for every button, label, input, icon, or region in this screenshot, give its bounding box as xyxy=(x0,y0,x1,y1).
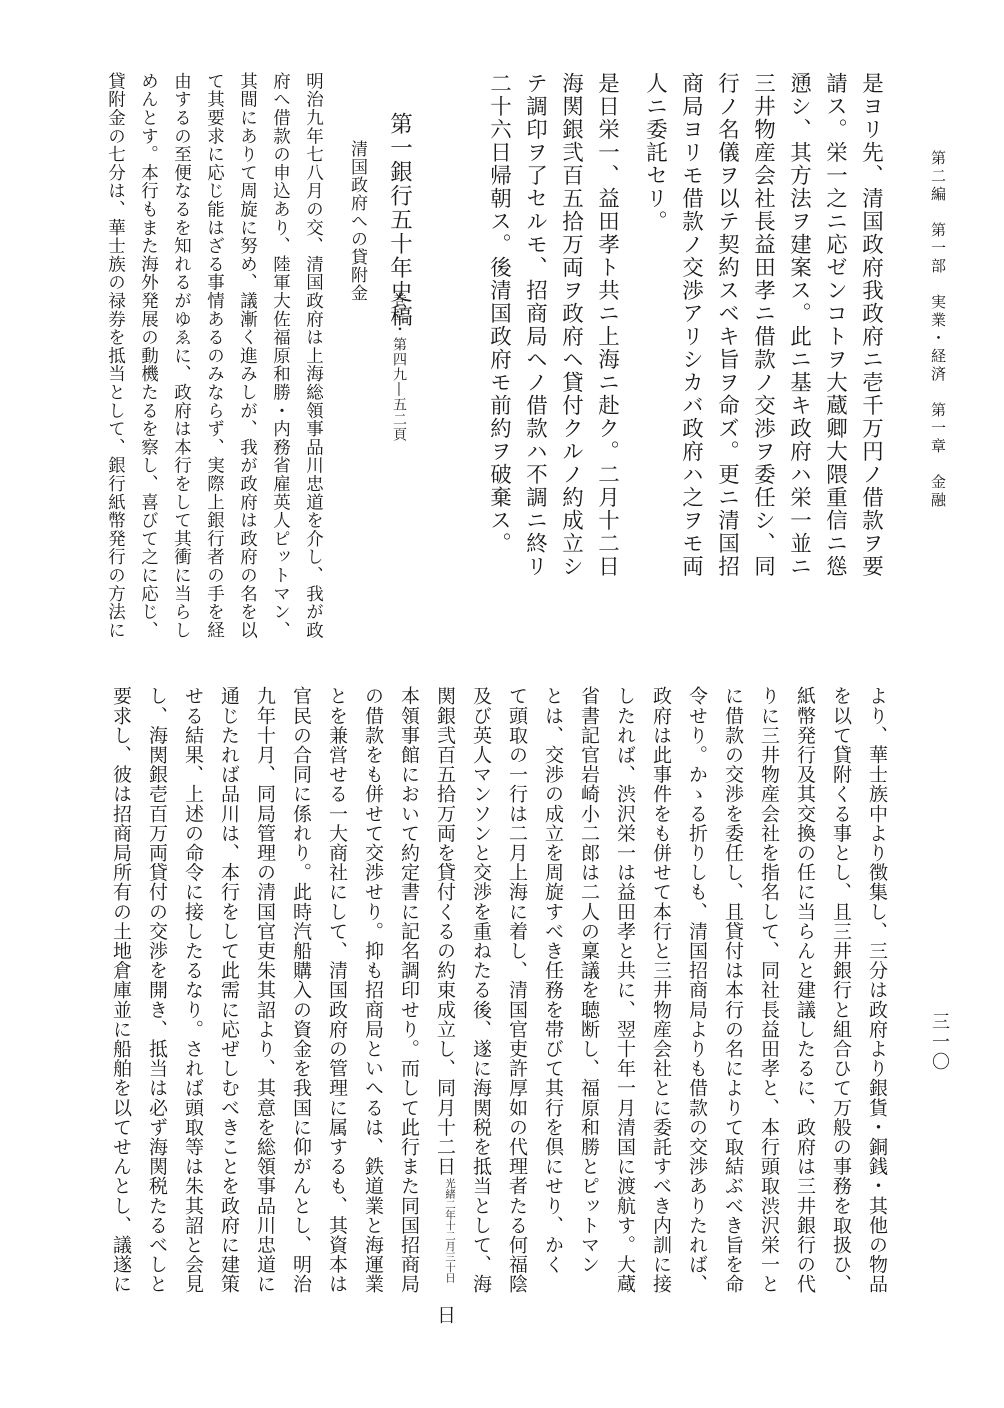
body-line: を以て貸附くる事とし、且三井銀行と組合ひて万般の事務を取扱ひ、 xyxy=(830,686,852,1294)
body-line-text: 関銀弐百五拾万両を貸付くるの約束成立し、同月十二日 xyxy=(434,686,456,1176)
body-line-tail: 日 xyxy=(434,1285,456,1325)
body-line: せる結果、上述の命令に接したるなり。されば頭取等は朱其詔と会見 xyxy=(182,686,204,1294)
section-line: 是日栄一、益田孝ト共ニ上海ニ赴ク。二月十二日 xyxy=(594,72,620,578)
body-line-with-note xyxy=(435,686,456,1324)
body-line: りに三井物産会社を指名して、同社長益田孝と、本行頭取渋沢栄一と xyxy=(758,686,780,1294)
body-line: 省書記官岩崎小二郎は二人の稟議を聴断し、福原和勝とピットマン xyxy=(578,686,600,1274)
body-line: 紙幣発行及其交換の任に当らんと建議したるに、政府は三井銀行の代 xyxy=(794,686,816,1294)
body-line: とを兼営せる一大商社にして、清国政府の管理に属するも、其資本は xyxy=(326,686,348,1294)
section-line: 三井物産会社長益田孝ニ借款ノ交渉ヲ委任シ、同 xyxy=(750,72,776,578)
body-line: 令せり。かゝる折りしも、清国招商局よりも借款の交渉ありたれば、 xyxy=(686,686,708,1294)
source-title: 第一銀行五十年史稿 xyxy=(386,112,413,328)
section-line: 慂シ、其方法ヲ建案ス。此ニ基キ政府ハ栄一並ニ xyxy=(786,72,812,578)
body-line: の借款をも併せて交渉せり。抑も招商局といへるは、鉄道業と海運業 xyxy=(362,686,384,1294)
body-line: 由するの至便なるを知れるがゆゑに、政府は本行をして其衝に当らし xyxy=(171,72,192,640)
section-line: 人ニ委託セリ。 xyxy=(642,72,668,233)
body-line: 要求し、彼は招商局所有の土地倉庫並に船舶を以てせんとし、議遂に xyxy=(110,686,132,1294)
body-line: て頭取の一行は二月上海に着し、清国官吏許厚如の代理者たる何福陰 xyxy=(506,686,528,1294)
body-line: 其間にありて周旋に努め、議漸く進みしが、我が政府は政府の名を以 xyxy=(237,72,258,640)
section-line: 行ノ名儀ヲ以テ契約スベキ旨ヲ命ズ。更ニ清国招 xyxy=(714,72,740,578)
running-header: 第二編 第一部 実業・経済 第一章 金融 xyxy=(929,150,947,510)
body-line: したれば、渋沢栄一は益田孝と共に、翌十年一月清国に渡航す。大蔵 xyxy=(614,686,636,1294)
source-subtitle: 清国政府への貸附金 xyxy=(347,140,367,302)
body-line: て其要求に応じ能はざる事情あるのみならず、実際上銀行者の手を経 xyxy=(204,72,225,640)
body-line: し、海関銀壱百万両貸付の交渉を開き、抵当は必ず海関税たるべしと xyxy=(146,686,168,1294)
section-line: 海関銀弐百五拾万両ヲ政府ヘ貸付クルノ約成立シ xyxy=(558,72,584,578)
source-volume: 巻三・第四九―五二頁 xyxy=(391,292,407,442)
body-line: に借款の交渉を委任し、且貸付は本行の名によりて取結ぶべき旨を命 xyxy=(722,686,744,1294)
body-line: 府へ借款の申込あり、陸軍大佐福原和勝・内務省雇英人ピットマン、 xyxy=(270,72,291,640)
page-number: 三一〇 xyxy=(929,1012,950,1072)
body-line: 本領事館において約定書に記名調印せり。而して此行また同国招商局 xyxy=(398,686,420,1294)
section-line: 二十六日帰朝ス。後清国政府モ前約ヲ破棄ス。 xyxy=(486,72,512,555)
section-line: 是ヨリ先、清国政府我政府ニ壱千万円ノ借款ヲ要 xyxy=(858,72,884,578)
section-line: 商局ヨリモ借款ノ交渉アリシカバ政府ハ之ヲモ両 xyxy=(678,72,704,578)
body-line: 及び英人マンソンと交渉を重ねたる後、遂に海関税を抵当として、海 xyxy=(470,686,492,1294)
section-line: 請ス。栄一之ニ応ゼンコトヲ大蔵卿大隈重信ニ慫 xyxy=(822,72,848,578)
body-line: 九年十月、同局管理の清国官吏朱其詔より、其意を総領事品川忠道に xyxy=(254,686,276,1294)
body-line: 政府は此事件をも併せて本行と三井物産会社とに委託すべき内訓に接 xyxy=(650,686,672,1294)
body-line: めんとす。本行もまた海外発展の動機たるを察し、喜びて之に応じ、 xyxy=(138,72,159,640)
body-line: より、華士族中より徴集し、三分は政府より銀貨・銅銭・其他の物品 xyxy=(866,686,888,1294)
body-line: 通じたれば品川は、本行をして此需に応ぜしむべきことを政府に建策 xyxy=(218,686,240,1294)
body-line: 貸附金の七分は、華士族の禄券を抵当として、銀行紙幣発行の方法に xyxy=(105,72,126,640)
body-line: 官民の合同に係れり。此時汽船購入の資金を我国に仰がんとし、明治 xyxy=(290,686,312,1294)
inline-date-note: 光緒二年十二月三十日 xyxy=(444,1178,456,1283)
body-line: 明治九年七八月の交、清国政府は上海総領事品川忠道を介し、我が政 xyxy=(303,72,324,640)
body-line: とは、交渉の成立を周旋すべき任務を帯びて其行を倶にせり、かく xyxy=(542,686,564,1274)
section-line: テ調印ヲ了セルモ、招商局ヘノ借款ハ不調ニ終リ xyxy=(522,72,548,578)
